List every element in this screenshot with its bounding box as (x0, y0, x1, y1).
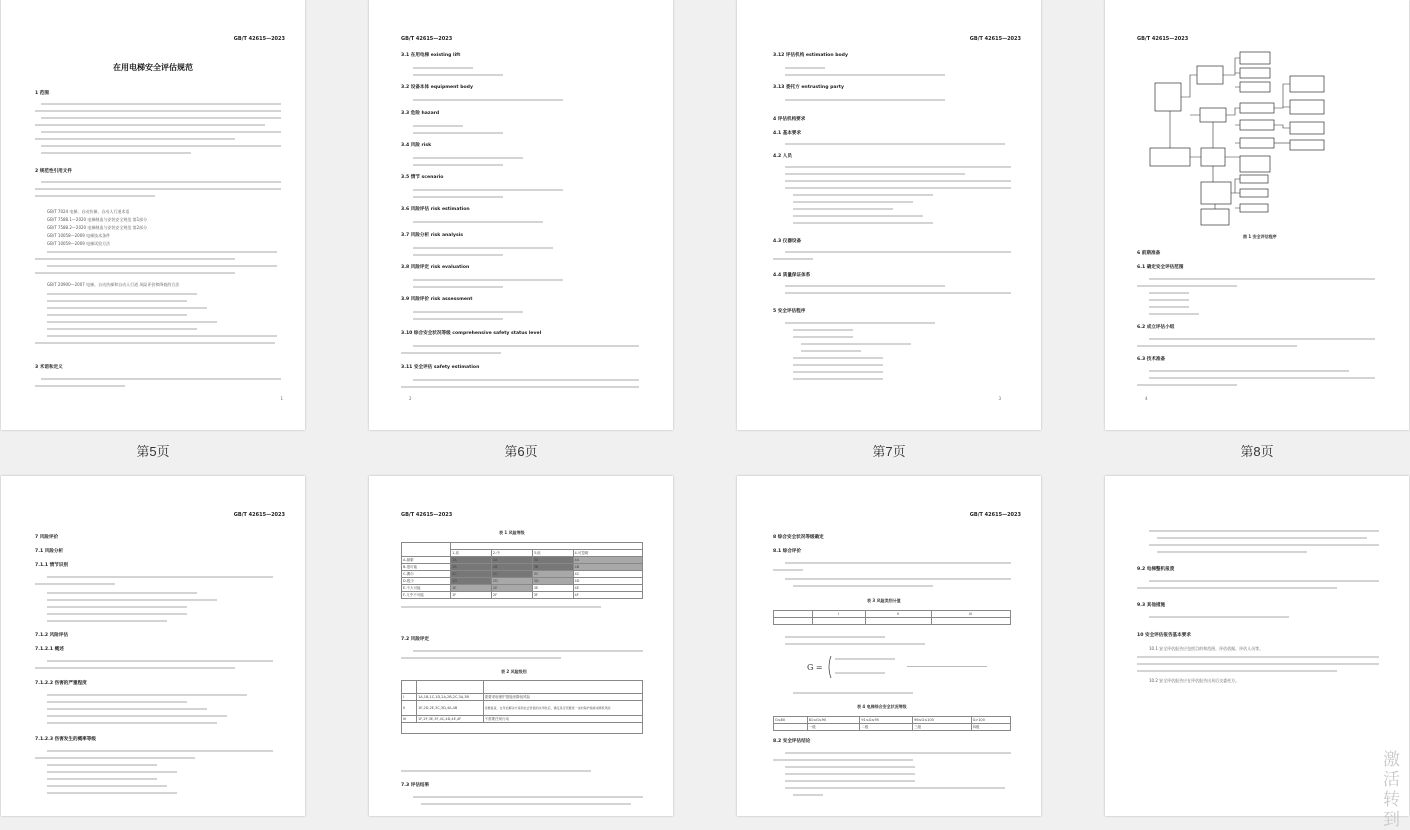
term-entry: 3.12 评估机构 estimation body (773, 53, 848, 58)
section-heading: 8 综合安全状况等级确定 (773, 535, 824, 540)
section-heading: 7.2 风险评定 (401, 637, 430, 642)
page-number: 3 (998, 396, 1001, 401)
table-caption: 表 4 电梯综合安全状况等级 (857, 704, 907, 709)
page-thumbnail-7[interactable] (737, 0, 1041, 430)
section-heading: 4.4 质量保证体系 (773, 273, 811, 278)
page-thumbnail-12[interactable] (1105, 476, 1409, 816)
term-entry: 3.2 设备本体 equipment body (401, 85, 473, 90)
section-heading: 9.3 其他措施 (1137, 603, 1166, 608)
table-caption: 表 1 风险等级 (499, 530, 525, 535)
section-heading: 7.1.2.1 概述 (35, 647, 64, 652)
page-thumbnail-11[interactable] (737, 476, 1041, 816)
page-thumbnail-5[interactable] (1, 0, 305, 430)
doc-header: GB/T 42615—2023 (401, 36, 453, 42)
page-thumbnail-6[interactable] (369, 0, 673, 430)
reference-item: GB/T 10059—2009 电梯试验方法 (47, 241, 111, 246)
reference-item: GB/T 7588.1—2020 电梯制造与安装安全规范 第1部分 (47, 217, 148, 222)
term-entry: 3.5 情节 scenario (401, 175, 444, 180)
table-caption: 表 3 风险类别分值 (867, 598, 901, 603)
risk-category-table: I 1A,1B,1C,1D,2A,2B,2C,3A,3B 需要采取保护措施来降低风险 II 1E,2D,2E,3C,3D,4A,4B 需要复查，在考虑解决方案和社会价值的实用性后，确定是否需要进一步的保护措施来降低风险 III 1F,2F,3E,3F,4C,4D,4E,4F 不需要任何行动 (401, 680, 643, 734)
caption-page-7[interactable]: 第7页 (872, 444, 906, 459)
doc-header: GB/T 42615—2023 (969, 36, 1021, 42)
term-entry: 3.7 风险分析 risk analysis (401, 233, 464, 238)
section-heading: 7.1.2.2 伤害的严重程度 (35, 681, 87, 686)
flowchart-figure (1145, 48, 1385, 228)
term-entry: 3.1 在用电梯 existing lift (401, 53, 461, 58)
section-heading: 9.2 电梯整机报废 (1137, 567, 1175, 572)
table-caption: 表 2 风险级别 (501, 669, 527, 674)
risk-level-table: 1-高 2-中 3-低 4-可忽略 A-频繁 1A 2A 3A 4A B-很可能 1B 2B 3B 4B C-偶尔 1C 2C 3C 4C D-极少 1D 2D 3D 4D E-不大可能 1E 2E 3E 4E F-几乎不可能 1F 2F 3F 4F (401, 542, 643, 599)
section-heading: 7.1.2 风险评估 (35, 633, 69, 638)
page-thumbnail-9[interactable] (1, 476, 305, 816)
page-number: 2 (409, 396, 412, 401)
row-label: E-不大可能 (402, 585, 451, 592)
term-entry: 3.13 委托方 entrusting party (773, 85, 844, 90)
reference-item: GB/T 7024 电梯、自动扶梯、自动人行道术语 (47, 209, 130, 214)
term-entry: 3.6 风险评估 risk estimation (401, 207, 470, 212)
doc-header: GB/T 42615—2023 (1137, 36, 1189, 42)
doc-header: GB/T 42615—2023 (233, 36, 285, 42)
safety-level-table: G≤80 81≤G≤90 91≤G≤95 96≤G≤100 G>100 一级 二级 三级 四级 (773, 716, 1011, 731)
section-heading: 6 前期准备 (1137, 251, 1161, 256)
doc-header: GB/T 42615—2023 (401, 512, 453, 518)
section-heading: 6.3 技术准备 (1137, 357, 1166, 362)
section-heading: 10 安全评估报告基本要求 (1137, 633, 1191, 638)
page-number: 1 (280, 396, 283, 401)
section-heading: 8.2 安全评估结论 (773, 739, 811, 744)
term-entry: 3.4 风险 risk (401, 143, 432, 148)
section-heading: 5 安全评估程序 (773, 309, 806, 314)
list-item: 10.2 安全评估报告应在评估报告出具后交委托方。 (1149, 678, 1240, 683)
caption-page-8[interactable]: 第8页 (1240, 444, 1274, 459)
risk-score-table: I II III (773, 610, 1011, 625)
reference-item: GB/T 20900—2007 电梯、自动扶梯和自动人行道 风险评价和降低的方法 (47, 282, 180, 287)
section-heading: 7.1.1 情节识别 (35, 563, 69, 568)
reference-item: GB/T 7588.2—2020 电梯制造与安装安全规范 第2部分 (47, 225, 148, 230)
section-heading: 6.1 确定安全评估范围 (1137, 265, 1184, 270)
section-heading: 4 评估机构要求 (773, 117, 806, 122)
row-label: D-极少 (402, 578, 451, 585)
table-header-cell: 2-中 (491, 550, 532, 557)
table-header-cell: 3-低 (532, 550, 573, 557)
term-entry: 3.3 危险 hazard (401, 111, 440, 116)
row-label: A-频繁 (402, 557, 451, 564)
doc-header: GB/T 42615—2023 (233, 512, 285, 518)
section-heading: 7 风险评价 (35, 535, 59, 540)
term-entry: 3.8 风险评定 risk evaluation (401, 265, 470, 270)
term-entry: 3.10 综合安全状况等级 comprehensive safety status level (401, 331, 542, 336)
section-heading: 7.1 风险分析 (35, 549, 64, 554)
table-header-cell: 1-高 (451, 550, 492, 557)
term-entry: 3.9 风险评价 risk assessment (401, 297, 473, 302)
section-heading: 6.2 成立评估小组 (1137, 325, 1175, 330)
formula (807, 652, 1007, 682)
row-label: C-偶尔 (402, 571, 451, 578)
page-thumbnail-8[interactable] (1105, 0, 1409, 430)
document-title: 在用电梯安全评估规范 (113, 63, 193, 72)
section-heading: 4.1 基本要求 (773, 131, 802, 136)
table-header-cell: 4-可忽略 (573, 550, 642, 557)
section-heading: 7.1.2.3 伤害发生的概率等级 (35, 737, 96, 742)
section-heading: 7.3 评估结果 (401, 783, 430, 788)
activation-watermark: 激活 转到 (1383, 750, 1400, 830)
caption-page-6[interactable]: 第6页 (504, 444, 538, 459)
section-heading: 8.1 综合评价 (773, 549, 802, 554)
caption-page-5[interactable]: 第5页 (136, 444, 170, 459)
section-heading: 4.2 人员 (773, 154, 792, 159)
figure-caption: 图 1 安全评估程序 (1243, 234, 1277, 239)
page-number: 4 (1145, 396, 1148, 401)
section-heading: 1 范围 (35, 91, 49, 96)
row-label: B-很可能 (402, 564, 451, 571)
svg-text:G =: G = (807, 663, 823, 672)
doc-header: GB/T 42615—2023 (969, 512, 1021, 518)
section-heading: 2 规范性引用文件 (35, 169, 72, 174)
page-thumbnail-10[interactable] (369, 476, 673, 816)
list-item: 10.1 安全评估报告应包括目的和范围、评估依据、评估人员等。 (1149, 646, 1264, 651)
term-entry: 3.11 安全评估 safety estimation (401, 365, 480, 370)
section-heading: 3 术语和定义 (35, 365, 63, 370)
reference-item: GB/T 10058—2009 电梯技术条件 (47, 233, 111, 238)
section-heading: 4.3 仪器设备 (773, 239, 802, 244)
row-label: F-几乎不可能 (402, 592, 451, 599)
